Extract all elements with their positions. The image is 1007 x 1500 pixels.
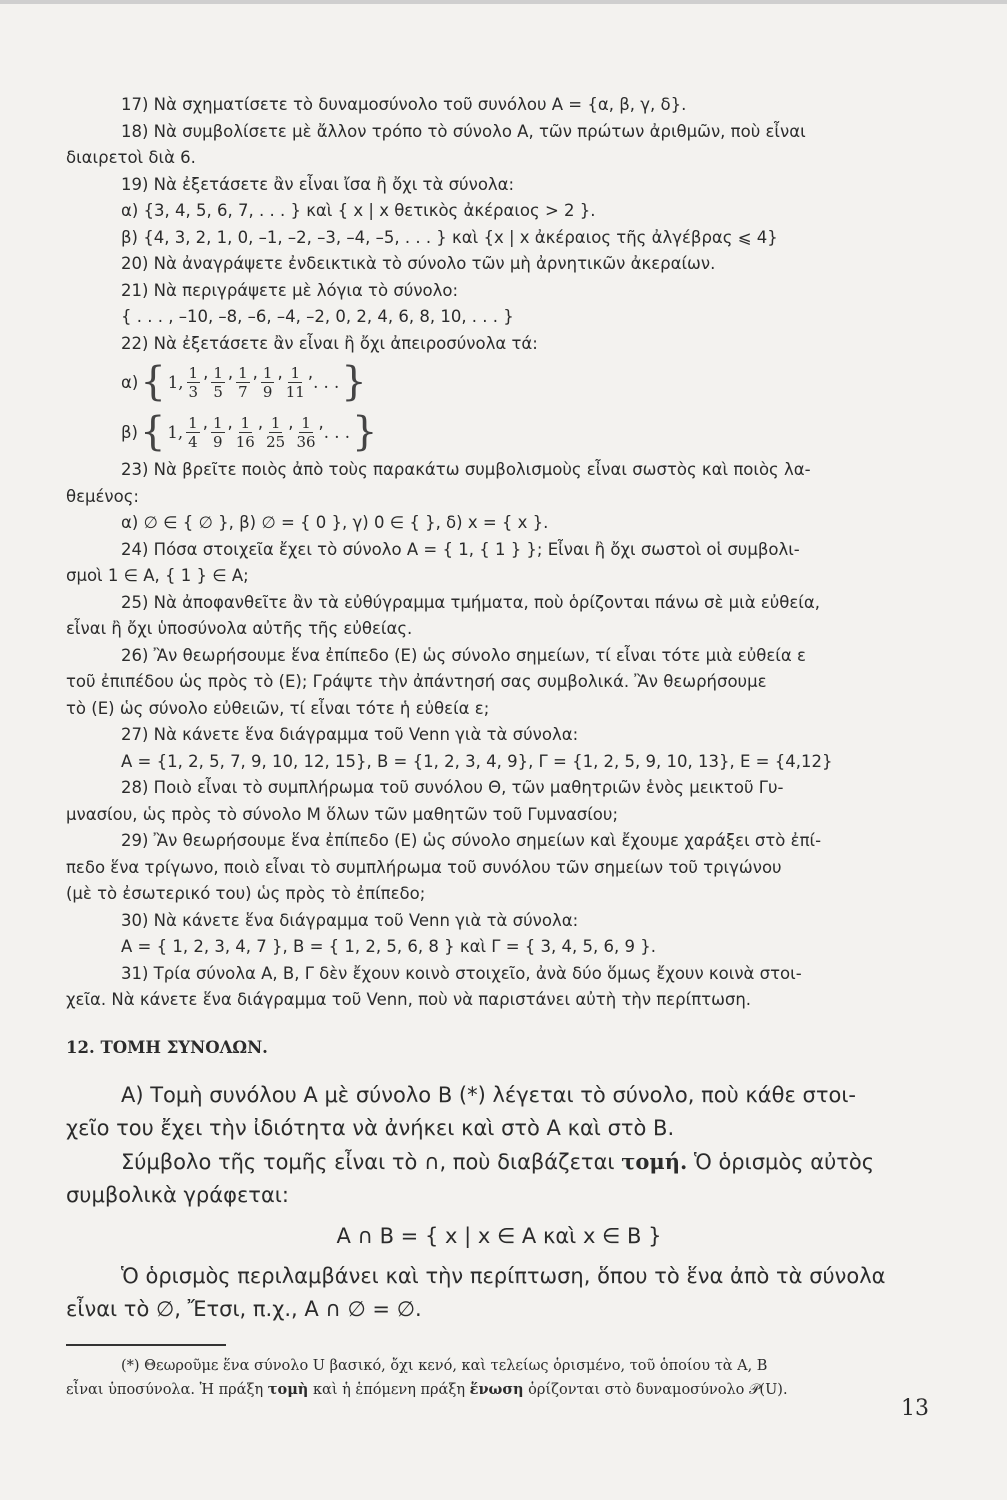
- exercise-29-line3: (μὲ τὸ ἐσωτερικό του) ὡς πρὸς τὸ ἐπίπεδο;: [66, 884, 426, 903]
- fraction-numerator: 1: [240, 414, 251, 432]
- fraction-denominator: 4: [188, 433, 198, 451]
- footnote-bold-union: ἕνωση: [469, 1380, 524, 1398]
- symbol-bold-word: τομή.: [621, 1148, 688, 1174]
- right-brace: }: [341, 359, 367, 405]
- comma: ,: [203, 363, 209, 382]
- fraction-numerator: 1: [212, 414, 223, 432]
- fraction: [187, 364, 201, 401]
- first-term: 1,: [167, 422, 184, 442]
- fraction-denominator: 25: [266, 433, 286, 451]
- left-brace: {: [140, 359, 166, 405]
- exercise-28-line1: 28) Ποιὸ εἶναι τὸ συμπλήρωμα τοῦ συνόλου Θ, τῶν μαθητριῶν ἑνὸς μεικτοῦ Γυ-: [121, 778, 784, 797]
- comma: ,: [277, 363, 283, 382]
- exercise-27-sets: Α = {1, 2, 5, 7, 9, 10, 12, 15}, Β = {1, 2, 3, 4, 9}, Γ = {1, 2, 5, 9, 10, 13}, Ε = {4,12}: [121, 751, 833, 771]
- first-term: 1,: [167, 372, 184, 392]
- exercise-19: 19) Νὰ ἐξετάσετε ἂν εἶναι ἴσα ἢ ὄχι τὰ σύνολα:: [121, 174, 515, 194]
- exercise-23-options: α) ∅ ∈ { ∅ }, β) ∅ = { 0 }, γ) 0 ∈ { }, δ) x = { x }.: [121, 513, 549, 532]
- fraction-numerator: 1: [290, 364, 301, 382]
- exercise-18-line2: διαιρετοὶ διὰ 6.: [66, 148, 196, 167]
- symbol-line2: συμβολικὰ γράφεται:: [66, 1182, 289, 1207]
- comma: ,: [227, 363, 234, 382]
- exercise-22-a: [66, 357, 932, 407]
- exercise-25-line2: εἶναι ἢ ὄχι ὑποσύνολα αὐτῆς τῆς εὐθείας.: [66, 619, 413, 638]
- definition-line2: χεῖο του ἔχει τὴν ἰδιότητα νὰ ἀνήκει καὶ στὸ Α καὶ στὸ Β.: [66, 1115, 675, 1140]
- exercise-26-line2: τοῦ ἐπιπέδου ὡς πρὸς τὸ (Ε); Γράψτε τὴν ἀπάντησή σας συμβολικά. Ἂν θεωρήσουμε: [66, 672, 767, 691]
- footnote-divider: [66, 1344, 226, 1346]
- comma: ,: [202, 413, 208, 432]
- right-brace: }: [352, 409, 378, 455]
- comma: ,: [252, 363, 258, 382]
- fraction: [261, 364, 275, 401]
- fraction: [236, 414, 255, 451]
- fraction-denominator: 9: [262, 383, 273, 401]
- fraction-list-b: [183, 413, 324, 451]
- fraction-denominator: 16: [235, 433, 255, 451]
- footnote-bold-intersection: τομὴ: [267, 1380, 309, 1398]
- fraction: [286, 364, 305, 401]
- intersection-formula: Α ∩ Β = { x | x ∈ Α καὶ x ∈ Β }: [336, 1223, 662, 1248]
- fraction-numerator: 1: [238, 364, 248, 382]
- exercise-19-b: β) {4, 3, 2, 1, 0, –1, –2, –3, –4, –5, . . . } καὶ {x | x ἀκέραιος τῆς ἀλγέβρας ⩽ 4}: [121, 227, 778, 247]
- fraction-denominator: 5: [213, 383, 223, 401]
- exercise-19-a: α) {3, 4, 5, 6, 7, . . . } καὶ { x | x θετικὸς ἀκέραιος > 2 }.: [121, 201, 596, 220]
- ellipsis: . . .: [313, 372, 340, 392]
- exercise-22-b: [66, 407, 932, 457]
- exercise-31-line1: 31) Τρία σύνολα Α, Β, Γ δὲν ἔχουν κοινὸ στοιχεῖο, ἀνὰ δύο ὅμως ἔχουν κοινὰ στοι-: [121, 963, 802, 983]
- footnote-text-mid: καὶ ἡ ἑπόμενη πράξη: [308, 1381, 470, 1398]
- exercise-22: 22) Νὰ ἐξετάσετε ἂν εἶναι ἢ ὄχι ἀπειροσύνολα τά:: [121, 333, 538, 353]
- fraction-numerator: 1: [213, 364, 223, 382]
- exercise-27: 27) Νὰ κάνετε ἕνα διάγραμμα τοῦ Venn γιὰ τὰ σύνολα:: [121, 725, 579, 744]
- exercise-25-line1: 25) Νὰ ἀποφανθεῖτε ἂν τὰ εὐθύγραμμα τμήματα, ποὺ ὁρίζονται πάνω σὲ μιὰ εὐθεία,: [121, 592, 821, 612]
- fraction-numerator: 1: [270, 414, 281, 432]
- page-top-border: [0, 0, 1007, 4]
- page-number: 13: [901, 1396, 929, 1421]
- comma: ,: [257, 413, 264, 432]
- exercise-28-line2: μνασίου, ὡς πρὸς τὸ σύνολο Μ ὅλων τῶν μαθητῶν τοῦ Γυμνασίου;: [66, 804, 619, 824]
- exercise-30: 30) Νὰ κάνετε ἕνα διάγραμμα τοῦ Venn γιὰ τὰ σύνολα:: [121, 910, 579, 930]
- page-body: [66, 92, 932, 1402]
- fraction: [236, 364, 250, 401]
- exercise-23-line2: θεμένος:: [66, 486, 139, 506]
- fraction-denominator: 9: [212, 433, 223, 451]
- symbol-text-end: Ὁ ὁρισμὸς αὐτὸς: [687, 1149, 875, 1174]
- fraction-numerator: 1: [188, 414, 198, 432]
- comma: ,: [318, 413, 324, 432]
- exercise-17: 17) Νὰ σχηματίσετε τὸ δυναμοσύνολο τοῦ συνόλου Α = {α, β, γ, δ}.: [121, 95, 687, 114]
- exercise-21: 21) Νὰ περιγράψετε μὲ λόγια τὸ σύνολο:: [121, 280, 459, 300]
- inclusion-line1: Ὁ ὁρισμὸς περιλαμβάνει καὶ τὴν περίπτωση, ὅπου τὸ ἕνα ἀπὸ τὰ σύνολα: [121, 1263, 886, 1288]
- exercise-22-a-label: α): [121, 372, 139, 392]
- exercise-31-line2: χεῖα. Νὰ κάνετε ἕνα διάγραμμα τοῦ Venn, ποὺ νὰ παριστάνει αὐτὴ τὴν περίπτωση.: [66, 990, 752, 1009]
- fraction-denominator: 7: [238, 383, 248, 401]
- symbol-line1: [66, 1145, 932, 1179]
- exercise-20: 20) Νὰ ἀναγράψετε ἐνδεικτικὰ τὸ σύνολο τῶν μὴ ἀρνητικῶν ἀκεραίων.: [121, 254, 716, 273]
- section-heading: 12. ΤΟΜΗ ΣΥΝΟΛΩΝ.: [66, 1037, 268, 1057]
- symbol-text: Σύμβολο τῆς τομῆς εἶναι τὸ ∩, ποὺ διαβάζεται: [121, 1149, 622, 1174]
- fraction-denominator: 3: [188, 383, 199, 401]
- exercise-26-line3: τὸ (Ε) ὡς σύνολο εὐθειῶν, τί εἶναι τότε ἡ εὐθεία ε;: [66, 698, 490, 718]
- exercise-23-line1: 23) Νὰ βρεῖτε ποιὸς ἀπὸ τοὺς παρακάτω συμβολισμοὺς εἶναι σωστὸς καὶ ποιὸς λα-: [121, 460, 811, 479]
- exercise-24-line1: 24) Πόσα στοιχεῖα ἔχει τὸ σύνολο Α = { 1, { 1 } }; Εἶναι ἢ ὄχι σωστοὶ οἱ συμβολι-: [121, 539, 800, 559]
- definition-line1: Α) Τομὴ συνόλου Α μὲ σύνολο Β (*) λέγεται τὸ σύνολο, ποὺ κάθε στοι-: [121, 1082, 857, 1107]
- fraction: [266, 414, 285, 451]
- footnote-text: εἶναι ὑποσύνολα. Ἡ πράξη: [66, 1381, 268, 1398]
- fraction: [296, 414, 315, 451]
- fraction-numerator: 1: [262, 364, 273, 382]
- exercise-22-b-label: β): [121, 422, 138, 442]
- fraction-numerator: 1: [301, 414, 311, 432]
- exercise-24-line2: σμοὶ 1 ∈ Α, { 1 } ∈ Α;: [66, 566, 249, 585]
- comma: ,: [307, 363, 314, 382]
- footnote-line1: (*) Θεωροῦμε ἕνα σύνολο U βασικό, ὄχι κενό, καὶ τελείως ὁρισμένο, τοῦ ὁποίου τὰ Α, Β: [121, 1357, 768, 1374]
- fraction: [186, 414, 200, 451]
- fraction-list-a: [184, 363, 314, 401]
- ellipsis: . . .: [323, 422, 351, 442]
- footnote-text-end: ὁρίζονται στὸ δυναμοσύνολο 𝒫(U).: [523, 1381, 788, 1398]
- fraction: [211, 364, 225, 401]
- exercise-18-line1: 18) Νὰ συμβολίσετε μὲ ἄλλον τρόπο τὸ σύνολο Α, τῶν πρώτων ἀριθμῶν, ποὺ εἶναι: [121, 121, 806, 141]
- exercise-29-line1: 29) Ἂν θεωρήσουμε ἕνα ἐπίπεδο (Ε) ὡς σύνολο σημείων καὶ ἔχουμε χαράξει στὸ ἐπί-: [121, 831, 822, 850]
- inclusion-line2: εἶναι τὸ ∅, Ἔτσι, π.χ., Α ∩ ∅ = ∅.: [66, 1296, 422, 1321]
- exercise-30-sets: Α = { 1, 2, 3, 4, 7 }, Β = { 1, 2, 5, 6, 8 } καὶ Γ = { 3, 4, 5, 6, 9 }.: [121, 937, 656, 956]
- exercise-26-line1: 26) Ἂν θεωρήσουμε ἕνα ἐπίπεδο (Ε) ὡς σύνολο σημείων, τί εἶναι τότε μιὰ εὐθεία ε: [121, 645, 806, 665]
- exercise-29-line2: πεδο ἕνα τρίγωνο, ποιὸ εἶναι τὸ συμπλήρωμα τοῦ συνόλου τῶν σημείων τοῦ τριγώνου: [66, 857, 782, 877]
- footnote-line2: [66, 1378, 932, 1402]
- fraction-denominator: 36: [296, 433, 316, 451]
- left-brace: {: [139, 409, 166, 455]
- exercise-21-set: { . . . , –10, –8, –6, –4, –2, 0, 2, 4, 6, 8, 10, . . . }: [121, 307, 514, 326]
- fraction-numerator: 1: [188, 364, 199, 382]
- fraction-denominator: 11: [285, 383, 305, 401]
- comma: ,: [288, 413, 294, 432]
- comma: ,: [227, 413, 233, 432]
- fraction: [211, 414, 225, 451]
